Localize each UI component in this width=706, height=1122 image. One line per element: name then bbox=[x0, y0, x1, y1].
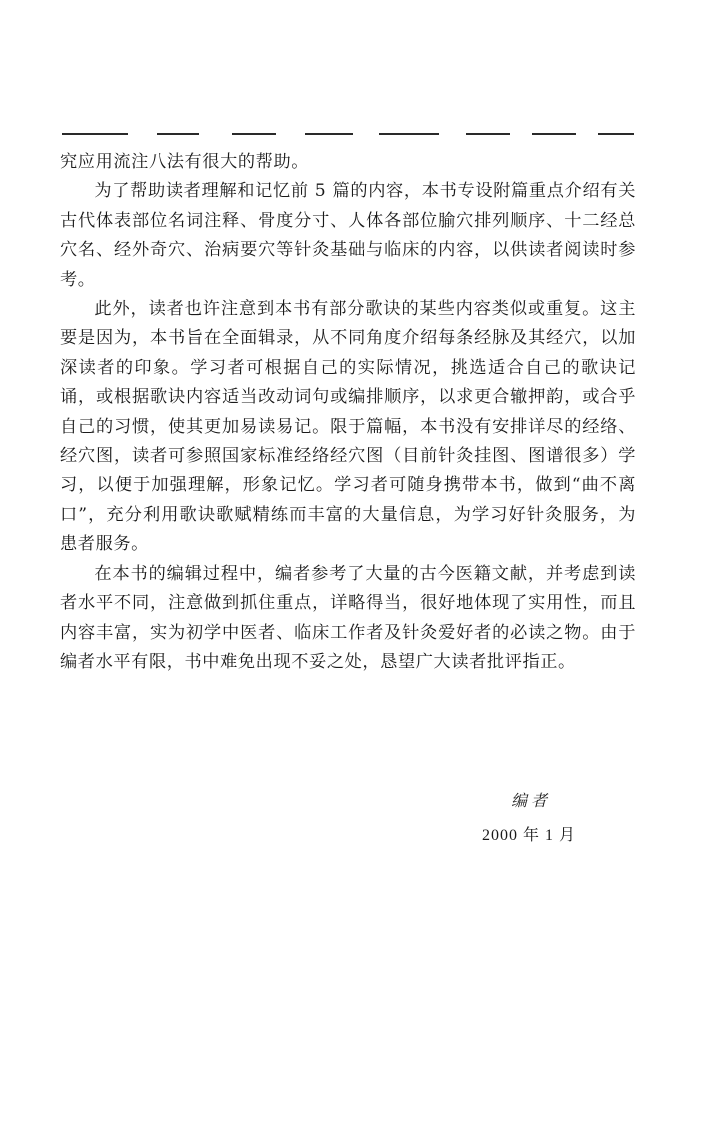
body-text bbox=[60, 148, 636, 677]
paragraph-appendix-note: 为了帮助读者理解和记忆前 5 篇的内容，本书专设附篇重点介绍有关古代体表部位名词注释、骨度分寸、人体各部位腧穴排列顺序、十二经总穴名、经外奇穴、治病要穴等针灸基础与临床的内容，以供读者阅读时参考。 bbox=[60, 181, 636, 290]
rule-segment bbox=[157, 133, 199, 135]
signature-date: 2000 年 1 月 bbox=[482, 827, 577, 844]
signature-author: 编者 bbox=[511, 791, 552, 810]
top-divider-rule bbox=[62, 133, 634, 135]
rule-segment bbox=[532, 133, 576, 135]
rule-segment bbox=[466, 133, 510, 135]
paragraph-continued: 究应用流注八法有很大的帮助。 bbox=[60, 152, 310, 172]
rule-segment bbox=[598, 133, 634, 135]
rule-segment bbox=[305, 133, 353, 135]
rule-segment bbox=[232, 133, 276, 135]
rule-segment bbox=[62, 133, 128, 135]
paragraph-repetition-note: 此外，读者也许注意到本书有部分歌诀的某些内容类似或重复。这主要是因为，本书旨在全面辑录，从不同角度介绍每条经脉及其经穴，以加深读者的印象。学习者可根据自己的实际情况，挑选适合自己的歌诀记诵，或根据歌诀内容适当改动词句或编排顺序，以求更合辙押韵，或合乎自己的习惯，使其更加易读易记。限于篇幅，本书没有安排详尽的经络、经穴图，读者可参照国家标准经络经穴图（目前针灸挂图、图谱很多）学习，以便于加强理解，形象记忆。学习者可随身携带本书，做到“曲不离口”，充分利用歌诀歌赋精练而丰富的大量信息，为学习好针灸服务，为患者服务。 bbox=[60, 299, 636, 555]
paragraph-editing-note: 在本书的编辑过程中，编者参考了大量的古今医籍文献，并考虑到读者水平不同，注意做到抓住重点，详略得当，很好地体现了实用性，而且内容丰富，实为初学中医者、临床工作者及针灸爱好者的必读之物。由于编者水平有限，书中难免出现不妥之处，恳望广大读者批评指正。 bbox=[60, 563, 636, 672]
rule-segment bbox=[379, 133, 439, 135]
